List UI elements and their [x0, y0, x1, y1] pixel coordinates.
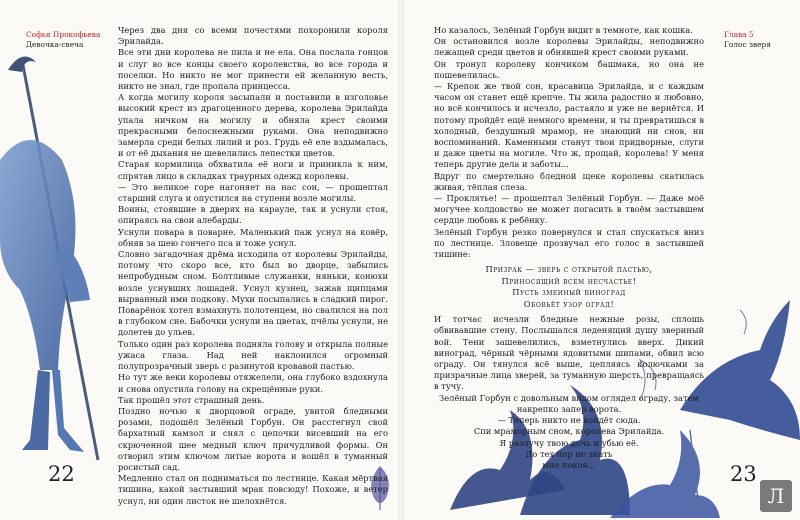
left-page-text	[118, 25, 388, 507]
paragraph: Он тронул королеву кончиком башмака, но она не пошевелилась.	[434, 58, 704, 80]
running-book-title: Девочка-свеча	[26, 40, 84, 49]
verse-line: Призрак — зверь с открытой пастью,	[485, 264, 653, 275]
verse-line: Пусть змеиный виноград	[512, 287, 626, 298]
right-running-head	[724, 30, 771, 50]
closing-line: До тех пор не знать	[525, 448, 613, 459]
verse-line: Приносящий всем несчастье!	[501, 275, 637, 286]
right-page-text	[434, 25, 704, 471]
paragraph: Старая кормилица обхватила её ноги и приникла к ним, спрятав лицо в складках траурных одежд королевы.	[118, 159, 388, 181]
paragraph: Все эти дни королева не пила и не ела. Она послала гонцов и слуг во все концы своего королевства, во все города и поселки. Но никто не мог принести ей желанную весть, никто не знал, где пропала принцесса.	[118, 47, 388, 92]
running-chapter: Глава 5	[724, 30, 754, 39]
paragraph: Но тут же веки королевы отяжелели, она глубоко вздохнула и снова опустила голову на скрещённые руки.	[118, 372, 388, 394]
closing-line: Я разлучу твою дочь и убью её.	[499, 437, 639, 448]
paragraph: Через два дня со всеми почестями похоронили короля Эрилайда.	[118, 25, 388, 47]
paragraph: Зелёный Горбун резко повернулся и стал спускаться вниз по лестнице. Зловеще прозвучал его голос в застывшей тишине:	[434, 226, 704, 260]
paragraph: Он остановился возле королевы Эрилайды, неподвижно лежащей среди цветов и обнявшей крест своими руками.	[434, 36, 704, 58]
verse-line: Обовьёт узор оград!	[523, 298, 615, 309]
spell-verse	[434, 264, 704, 310]
paragraph: Так прошёл этот страшный день.	[118, 394, 265, 405]
paragraph: И тотчас исчезли бледные нежные розы, сплошь обвивавшие стену. Послышался леденящий душу звериный вой. Тени зашевелились, взметнулись вверх. Дикий виноград, чёрный чёрными ядовитыми шипами, обвил всю ограду. Он тянулся всё выше, цепляясь колючками за призрачные лица зверей, за туманную шерсть, превращаясь в тучу.	[434, 314, 704, 392]
paragraph: Поздно ночью к дворцовой ограде, увитой бледными розами, подошёл Зелёный Горбун. Он расстегнул свой бархатный камзол и снял с цепочки висевший на его скрюченной шее медный ключ причудливой формы. Он отворил этим ключом литые ворота и вошёл в туманный росистый сад.	[118, 405, 388, 472]
paragraph: Уснули повара в поварне. Маленький паж уснул на ковёр, обняв за шею гончего пса и тоже уснул.	[118, 226, 388, 248]
paragraph: Словно загадочная дрёма исходила от королевы Эрилайды, потому что скоро все, кто был во дворце, забылись непробудным сном. Болтливые служанки, няньки, конюхи возле уснувших лошадей. Уснул кузнец, зажав щипцами вырванный ими подкову. Мухи посыпались в сладкий пирог. Поварёнок хотел взмахнуть полотенцем, но свалился на пол в глубоком сне. Бабочки уснули на цветах, пчёлы уснули, не долетев до ульев.	[118, 249, 388, 338]
paragraph: Только один раз королева подняла голову и открыла полные ужаса глаза. Над ней наклонился огромный полупрозрачный зверь с разинутой кровавой пастью.	[118, 338, 388, 372]
hunchback-figure-illustration	[0, 40, 120, 500]
paragraph: — Это великое горе нагоняет на нас сон, — прошептал старший слуга и опустился на ступени возле могилы.	[118, 181, 388, 204]
closing-line: Зелёный Горбун с довольным видом оглядел ограду, затем накрепко запер ворота.	[439, 392, 699, 414]
paragraph: Но казалось, Зелёный Горбун видит в темноте, как кошка.	[434, 25, 693, 35]
paragraph: Медленно стал он подниматься по лестнице. Какая мёртвая тишина, какой застывший мрак повсюду! Похоже, и ветер уснул, ни один листок не шелохнётся.	[118, 473, 388, 506]
running-author: Софья Прокофьева	[26, 30, 101, 39]
publisher-logo: Л	[760, 480, 792, 512]
paragraph: — Проклятье! — прошептал Зелёный Горбун. — Даже моё могучее колдовство не может погасить в твоём застывшем сердце любовь к ребёнку.	[434, 193, 704, 226]
paragraph: А когда могилу короля засыпали и поставили в изголовье высокий крест из драгоценного дерева, королева Эрилайда упала ничком на могилу и обняла крест своими прекрасными белоснежными руками. Она неподвижно замерла среди белых лилий и роз. Грудь её еле вздымалась, и от её дыхания не шевелились лепестки цветов.	[118, 92, 388, 159]
left-page-number: 22	[48, 462, 75, 486]
running-chapter-title: Голос зверя	[724, 40, 771, 49]
closing-line: Спи мраморным сном, королева Эрилайда.	[473, 426, 665, 437]
page-gutter	[398, 0, 404, 520]
closing-line: — Теперь никто не войдёт сюда.	[497, 415, 641, 426]
right-page-number: 23	[730, 462, 757, 486]
paragraph: Вдруг по смертельно бледной щеке королевы скатилась живая, тёплая слеза.	[434, 170, 704, 192]
closing-lines	[434, 393, 704, 471]
left-running-head	[26, 30, 100, 50]
paragraph: Воины, стоявшие в дверях на карауле, так и уснули стоя, опираясь на свои алебарды.	[118, 204, 388, 226]
closing-line: мне покоя...	[542, 459, 596, 470]
paragraph: — Крепок же твой сон, красавица Эрилайда, и с каждым часом он станет ещё крепче. Ты жила радостно и любовно, но всё кончилось и исчезло, растаяло и уже не вернётся. И потому пройдёт ещё немного времени, и ты превратишься в холодный, бездушный мрамор, не знающий ни снов, ни воспоминаний. Каменными станут твои придворные, слуги и даже цветы на могиле. Что ж, прощай, королева! У меня теперь другие дела и заботы...	[434, 81, 704, 170]
